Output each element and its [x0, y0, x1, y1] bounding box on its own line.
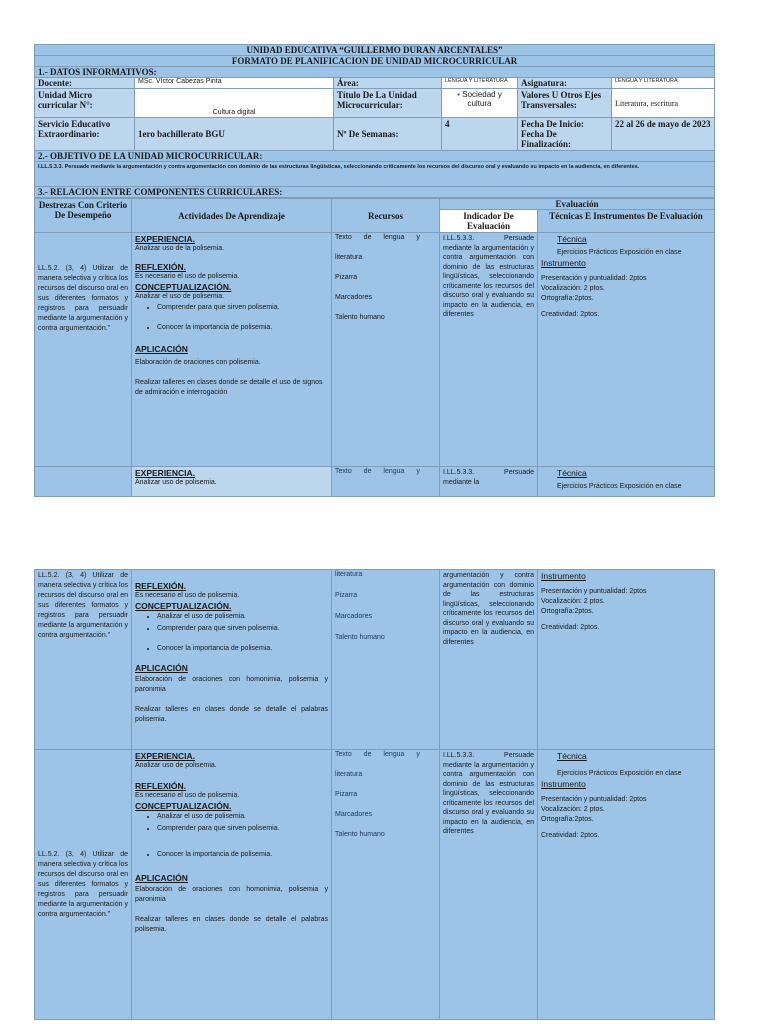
- experiencia-title: EXPERIENCIA.: [135, 468, 195, 478]
- destreza-text: LL.5.2. (3, 4) Utilizar de manera selectiva y crítica los recursos del discurso oral en sus diferentes formatos y registros para persuadir mediante la argumentación y contra argumentación.": [38, 572, 128, 639]
- list-item: Marcadores: [335, 613, 372, 620]
- inst-2: Vocalización: 2 ptos.: [541, 598, 605, 605]
- tecnicas-cell: [538, 750, 715, 1020]
- list-item: • Conocer la importancia de polisemia.: [157, 643, 328, 655]
- inst-3: Ortografía:2ptos.: [541, 608, 594, 615]
- indicador-text: I.LL.5.3.3. Persuade mediante la: [440, 467, 538, 497]
- list-item: Texto de lengua y: [335, 751, 420, 758]
- unidad-value: Cultura digital: [135, 89, 334, 118]
- valores-label: Valores U Otros Ejes Transversales:: [518, 89, 612, 118]
- asignatura-value: LENGUA Y LITERATURA: [612, 78, 715, 89]
- reflexion-text: Es necesario el uso de polisemia.: [135, 792, 240, 799]
- unidad-label: Unidad Micro curricular N°:: [35, 89, 135, 118]
- list-item: Pizarra: [335, 274, 358, 281]
- servicio-value: 1ero bachillerato BGU: [135, 118, 334, 151]
- inst-2: Vocalización: 2 ptos.: [541, 285, 605, 292]
- list-item: Marcadores: [335, 811, 372, 818]
- area-value: LENGUA Y LITERATURA: [442, 78, 518, 89]
- list-item: literatura: [335, 254, 363, 261]
- concept-list: [135, 302, 328, 334]
- table-row: [35, 233, 715, 467]
- fecha-value: 22 al 26 de mayo de 2023: [612, 118, 715, 151]
- list-item: Talento humano: [335, 634, 385, 641]
- reflexion-title: REFLEXIÓN.: [135, 581, 187, 591]
- destreza-cell: [35, 233, 132, 467]
- recursos-cell: [332, 570, 440, 750]
- conceptualizacion-text: Analizar el uso de polisemia.: [135, 293, 225, 300]
- col-destrezas: Destrezas Con Criterio De Desempeño: [35, 199, 132, 233]
- conceptualizacion-title: CONCEPTUALIZACIÓN.: [135, 601, 232, 611]
- section3-title: 3.- RELACION ENTRE COMPONENTES CURRICULARES:: [35, 187, 715, 198]
- school-title: UNIDAD EDUCATIVA “GUILLERMO DURAN ARCENTALES”: [35, 45, 715, 56]
- reflexion-title: REFLEXIÓN.: [135, 262, 187, 272]
- recursos-cell: [332, 233, 440, 467]
- area-label: Área:: [334, 78, 442, 89]
- reflexion-title: REFLEXIÓN.: [135, 781, 187, 791]
- aplicacion-text: Elaboración de oraciones con polisemia.: [135, 359, 261, 366]
- concept-list: [135, 611, 328, 655]
- section1-title: 1.- DATOS INFORMATIVOS:: [35, 67, 715, 78]
- list-item: Marcadores: [335, 294, 372, 301]
- actividades-cell: [132, 570, 332, 750]
- tecnicas-cell: [538, 233, 715, 467]
- list-item: • Comprender para que sirven polisemia.: [157, 302, 328, 314]
- titulo-value-text: Sociedad y cultura: [462, 90, 502, 108]
- section2-title: 2.- OBJETIVO DE LA UNIDAD MICROCURRICULAR:: [35, 151, 715, 162]
- list-item: • Comprender para que sirven polisemia.: [157, 823, 328, 835]
- destreza-cell: [35, 750, 132, 1020]
- list-item: Texto de lengua y: [335, 468, 420, 475]
- instrumento-title: Instrumento: [541, 779, 586, 789]
- experiencia-title: EXPERIENCIA.: [135, 234, 195, 244]
- indicador-text: I.LL.5.3.3. Persuade mediante la argumentación y contra argumentación con dominio de las estructuras lingüísticas, seleccionando críticamente los recursos del discurso oral y evaluando su impacto en la audiencia, en diferentes: [440, 750, 538, 1020]
- inst-4: Creatividad: 2ptos.: [541, 832, 600, 839]
- experiencia-text: Analizar uso de la polisemia.: [135, 245, 225, 252]
- header-table: [34, 44, 715, 198]
- destreza-cell: [35, 570, 132, 750]
- list-item: Talento humano: [335, 831, 385, 838]
- inst-1: Presentación y puntualidad: 2ptos: [541, 796, 647, 803]
- col-evaluacion: Evaluación: [440, 199, 715, 210]
- taller-text: Realizar talleres en clases donde se detalle el palabras polisemia.: [135, 916, 328, 933]
- list-item: literatura: [335, 771, 363, 778]
- actividades-cell: [132, 750, 332, 1020]
- concept-list: [135, 811, 328, 861]
- col-indicador: Indicador De Evaluación: [440, 210, 538, 233]
- aplicacion-text: Elaboración de oraciones con homonimia, polisemia y paronimia: [135, 676, 328, 693]
- titulo-label: Título De La Unidad Microcurricular:: [334, 89, 442, 118]
- destreza-text: LL.5.2. (3, 4) Utilizar de manera selectiva y crítica los recursos del discurso oral en sus diferentes formatos y registros para persuadir mediante la argumentación y contra argumentación.": [38, 265, 128, 332]
- conceptualizacion-title: CONCEPTUALIZACIÓN.: [135, 801, 232, 811]
- table-row: [35, 750, 715, 1020]
- page-2: [34, 569, 714, 1020]
- col-recursos: Recursos: [332, 199, 440, 233]
- recursos-cell: [332, 467, 440, 497]
- experiencia-text: Analizar uso de polisemia.: [135, 479, 217, 486]
- list-item: • Analizar el uso de polisemia.: [157, 611, 328, 623]
- experiencia-title: EXPERIENCIA.: [135, 751, 195, 761]
- table-row: [35, 467, 715, 497]
- asignatura-label: Asignatura:: [518, 78, 612, 89]
- reflexion-text: Es necesario el uso de polisemia.: [135, 592, 240, 599]
- destreza-cell: [35, 467, 132, 497]
- tecnica-title: Técnica: [557, 468, 587, 478]
- tecnica-title: Técnica: [557, 751, 587, 761]
- semanas-value: 4: [442, 118, 518, 151]
- valores-value: Literatura, escritura: [612, 89, 715, 118]
- inst-3: Ortografía:2ptos.: [541, 295, 594, 302]
- destreza-text: LL.5.2. (3, 4) Utilizar de manera selectiva y crítica los recursos del discurso oral en sus diferentes formatos y registros para persuadir mediante la argumentación y contra argumentación.": [38, 850, 128, 918]
- taller-text: Realizar talleres en clases donde se detalle el uso de signos de admiración e interrogación: [135, 379, 323, 396]
- objective-text: I.LL.5.3.3. Persuade mediante la argumentación y contra argumentación con dominio de las estructuras lingüísticas, seleccionando críticamente los recursos del discurso oral y evaluando su impacto en la audiencia, en diferentes.: [35, 162, 715, 187]
- aplicacion-title: APLICACIÓN: [135, 344, 188, 354]
- actividades-cell: [132, 233, 332, 467]
- tecnicas-cell: [538, 570, 715, 750]
- tecnica-title: Técnica: [557, 234, 587, 244]
- aplicacion-title: APLICACIÓN: [135, 663, 188, 673]
- indicador-text: argumentación y contra argumentación con dominio de las estructuras lingüísticas, seleccionando críticamente los recursos del discurso oral y evaluando su impacto en la audiencia, en diferentes: [440, 570, 538, 750]
- indicador-text: I.LL.5.3.3. Persuade mediante la argumentación y contra argumentación con dominio de las estructuras lingüísticas, seleccionando críticamente los recursos del discurso oral y evaluando su impacto en la audiencia, en diferentes: [440, 233, 538, 467]
- recursos-cell: [332, 750, 440, 1020]
- inst-3: Ortografía:2ptos.: [541, 816, 594, 823]
- list-item: Texto de lengua y: [335, 234, 420, 241]
- docente-value: MSc. Víctor Cabezas Pinta: [135, 78, 334, 89]
- format-title: FORMATO DE PLANIFICACION DE UNIDAD MICROCURRICULAR: [35, 56, 715, 67]
- list-item: Talento humano: [335, 314, 385, 321]
- aplicacion-title: APLICACIÓN: [135, 873, 188, 883]
- list-item: Pizarra: [335, 592, 358, 599]
- list-item: • Conocer la importancia de polisemia.: [157, 322, 328, 334]
- instrumento-title: Instrumento: [541, 571, 586, 581]
- titulo-value: ▪ Sociedad y cultura: [442, 89, 518, 118]
- tecnica-text: Ejercicios Prácticos Exposición en clase: [557, 483, 682, 490]
- taller-text: Realizar talleres en clases donde se detalle el palabras polisemia.: [135, 706, 328, 723]
- components-table: [34, 198, 715, 497]
- col-tecnicas: Técnicas E Instrumentos De Evaluación: [538, 210, 715, 233]
- docente-label: Docente:: [35, 78, 135, 89]
- inst-2: Vocalización: 2 ptos.: [541, 806, 605, 813]
- tecnica-text: Ejercicios Prácticos Exposición en clase: [557, 770, 682, 777]
- experiencia-text: Analizar uso de polisemia.: [135, 762, 217, 769]
- actividades-cell: [132, 467, 332, 497]
- inst-1: Presentación y puntualidad: 2ptos: [541, 275, 647, 282]
- conceptualizacion-title: CONCEPTUALIZACIÓN.: [135, 282, 232, 292]
- components-table-cont: [34, 569, 715, 1020]
- list-item: Pizarra: [335, 791, 358, 798]
- instrumento-title: Instrumento: [541, 258, 586, 268]
- servicio-label: Servicio Educativo Extraordinario:: [35, 118, 135, 151]
- tecnica-text: Ejercicios Prácticos Exposición en clase: [557, 249, 682, 256]
- semanas-label: Nº De Semanas:: [334, 118, 442, 151]
- fecha-label: Fecha De Inicio: Fecha De Finalización:: [518, 118, 612, 151]
- inst-4: Creatividad: 2ptos.: [541, 624, 600, 631]
- list-item: • Comprender para que sirven polisemia.: [157, 623, 328, 635]
- list-item: • Conocer la importancia de polisemia.: [157, 849, 328, 861]
- list-item: literatura: [335, 571, 363, 578]
- list-item: • Analizar el uso de polisemia.: [157, 811, 328, 823]
- reflexion-text: Es necesario el uso de polisemia.: [135, 273, 240, 280]
- tecnicas-cell: [538, 467, 715, 497]
- col-actividades: Actividades De Aprendizaje: [132, 199, 332, 233]
- inst-4: Creatividad: 2ptos.: [541, 311, 600, 318]
- table-row: [35, 570, 715, 750]
- inst-1: Presentación y puntualidad: 2ptos: [541, 588, 647, 595]
- aplicacion-text: Elaboración de oraciones con homonimia, polisemia y paronimia: [135, 886, 328, 903]
- page-1: [34, 44, 714, 497]
